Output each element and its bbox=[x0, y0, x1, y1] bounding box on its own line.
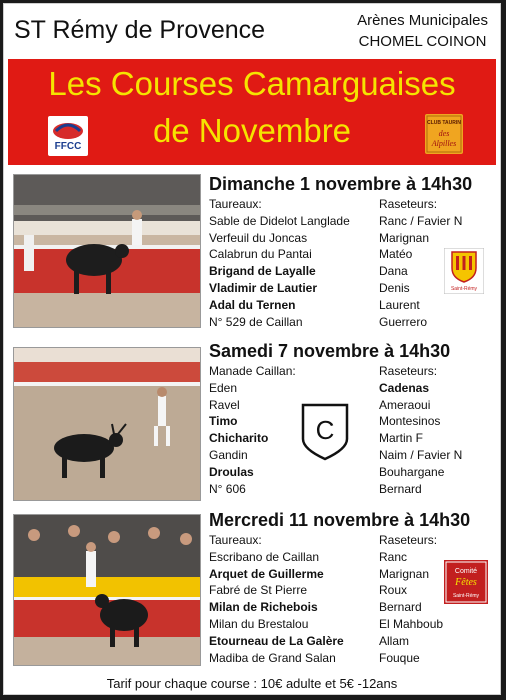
comite-des-fetes-logo bbox=[444, 560, 488, 604]
bull-item: Adal du Ternen bbox=[209, 297, 296, 312]
bull-list-heading: Taureaux: bbox=[209, 197, 262, 211]
raseteur-item: Denis bbox=[379, 280, 410, 295]
poster bbox=[3, 3, 501, 695]
svg-text:des: des bbox=[438, 129, 450, 138]
bull-item: Timo bbox=[209, 414, 238, 429]
svg-text:Saint-Rémy: Saint-Rémy bbox=[450, 286, 478, 292]
price-footer: Tarif pour chaque course : 10€ adulte et 5€ -12ans bbox=[106, 676, 398, 691]
raseteur-item: Marignan bbox=[379, 566, 430, 581]
arena-line-2: CHOMEL COINON bbox=[358, 33, 487, 50]
raseteur-item: Roux bbox=[379, 583, 408, 598]
bull-item: Droulas bbox=[209, 464, 254, 479]
bull-item: Arquet de Guillerme bbox=[209, 566, 324, 581]
bull-item: Milan du Brestalou bbox=[209, 616, 309, 631]
raseteur-item: Guerrero bbox=[379, 314, 428, 329]
raseteur-item: Matéo bbox=[379, 247, 413, 262]
event-title-3: Mercredi 11 novembre à 14h30 bbox=[209, 510, 471, 530]
saint-remy-crest-logo bbox=[444, 248, 484, 294]
ffcc-logo-text: FFCC bbox=[54, 141, 82, 152]
bull-item: Madiba de Grand Salan bbox=[209, 650, 336, 665]
raseteur-list-heading: Raseteurs: bbox=[379, 533, 438, 547]
svg-text:Alpilles: Alpilles bbox=[431, 139, 457, 148]
raseteur-item: Laurent bbox=[379, 297, 420, 312]
bull-item: Calabrun du Pantai bbox=[209, 247, 312, 262]
bull-item: Escribano de Caillan bbox=[209, 549, 320, 564]
bull-item: Vladimir de Lautier bbox=[209, 280, 318, 295]
banner-title-line-1: Les Courses Camarguaises bbox=[48, 65, 456, 102]
header bbox=[4, 4, 500, 58]
bull-item: N° 606 bbox=[209, 481, 246, 496]
bull-item: Ravel bbox=[209, 397, 240, 412]
raseteur-item: Montesinos bbox=[379, 414, 441, 429]
event-title-2: Samedi 7 novembre à 14h30 bbox=[209, 341, 451, 361]
bull-item: Chicharito bbox=[209, 431, 269, 446]
bull-item: Gandin bbox=[209, 447, 248, 462]
bull-list-1 bbox=[209, 196, 350, 330]
bull-list-heading: Manade Caillan: bbox=[209, 364, 296, 378]
raseteur-item: El Mahboub bbox=[379, 616, 444, 631]
raseteur-item: Ameraoui bbox=[379, 397, 431, 412]
ffcc-logo bbox=[48, 116, 88, 156]
title-banner bbox=[8, 59, 496, 165]
event-title-1: Dimanche 1 novembre à 14h30 bbox=[209, 174, 473, 194]
bull-item: Sable de Didelot Langlade bbox=[209, 213, 350, 228]
bull-item: N° 529 de Caillan bbox=[209, 314, 303, 329]
event-photo-2 bbox=[13, 347, 201, 501]
bull-item: Milan de Richebois bbox=[209, 600, 318, 615]
svg-text:Fêtes: Fêtes bbox=[455, 577, 477, 588]
bull-item: Etourneau de La Galère bbox=[209, 633, 344, 648]
raseteur-list-2 bbox=[379, 363, 462, 497]
caillan-shield-logo bbox=[301, 403, 349, 461]
bull-list-heading: Taureaux: bbox=[209, 533, 262, 547]
event-photo-3 bbox=[13, 514, 201, 666]
bull-list-2 bbox=[209, 363, 296, 497]
club-taurin-logo bbox=[425, 114, 463, 154]
svg-text:Saint-Rémy: Saint-Rémy bbox=[452, 593, 480, 599]
raseteur-item: Ranc / Favier N bbox=[379, 213, 463, 228]
bull-item: Verfeuil du Joncas bbox=[209, 230, 308, 245]
raseteur-item: Cadenas bbox=[379, 380, 430, 395]
raseteur-item: Martin F bbox=[379, 431, 424, 446]
arena-name bbox=[357, 10, 488, 52]
svg-text:Comité: Comité bbox=[454, 568, 478, 575]
raseteur-list-heading: Raseteurs: bbox=[379, 197, 438, 211]
raseteur-list-heading: Raseteurs: bbox=[379, 364, 438, 378]
bull-list-3 bbox=[209, 532, 344, 666]
raseteur-item: Dana bbox=[379, 264, 408, 279]
raseteur-item: Bouhargane bbox=[379, 464, 445, 479]
banner-title-line-2: de Novembre bbox=[152, 112, 352, 149]
bull-item: Eden bbox=[209, 380, 238, 395]
bull-item: Brigand de Layalle bbox=[209, 264, 316, 279]
bull-item: Fabré de St Pierre bbox=[209, 583, 308, 598]
svg-text:CLUB TAURIN: CLUB TAURIN bbox=[427, 120, 461, 126]
raseteur-item: Naim / Favier N bbox=[379, 447, 463, 462]
arena-line-1: Arènes Municipales bbox=[357, 12, 488, 29]
raseteur-item: Marignan bbox=[379, 230, 430, 245]
caillan-shield-letter: C bbox=[315, 415, 335, 445]
raseteur-item: Allam bbox=[379, 633, 410, 648]
raseteur-item: Ranc bbox=[379, 549, 408, 564]
event-photo-1 bbox=[13, 174, 201, 328]
raseteur-item: Bernard bbox=[379, 600, 422, 615]
town-title: ST Rémy de Provence bbox=[14, 16, 266, 44]
raseteur-item: Bernard bbox=[379, 481, 422, 496]
raseteur-item: Fouque bbox=[379, 650, 420, 665]
raseteur-list-3 bbox=[379, 532, 443, 666]
